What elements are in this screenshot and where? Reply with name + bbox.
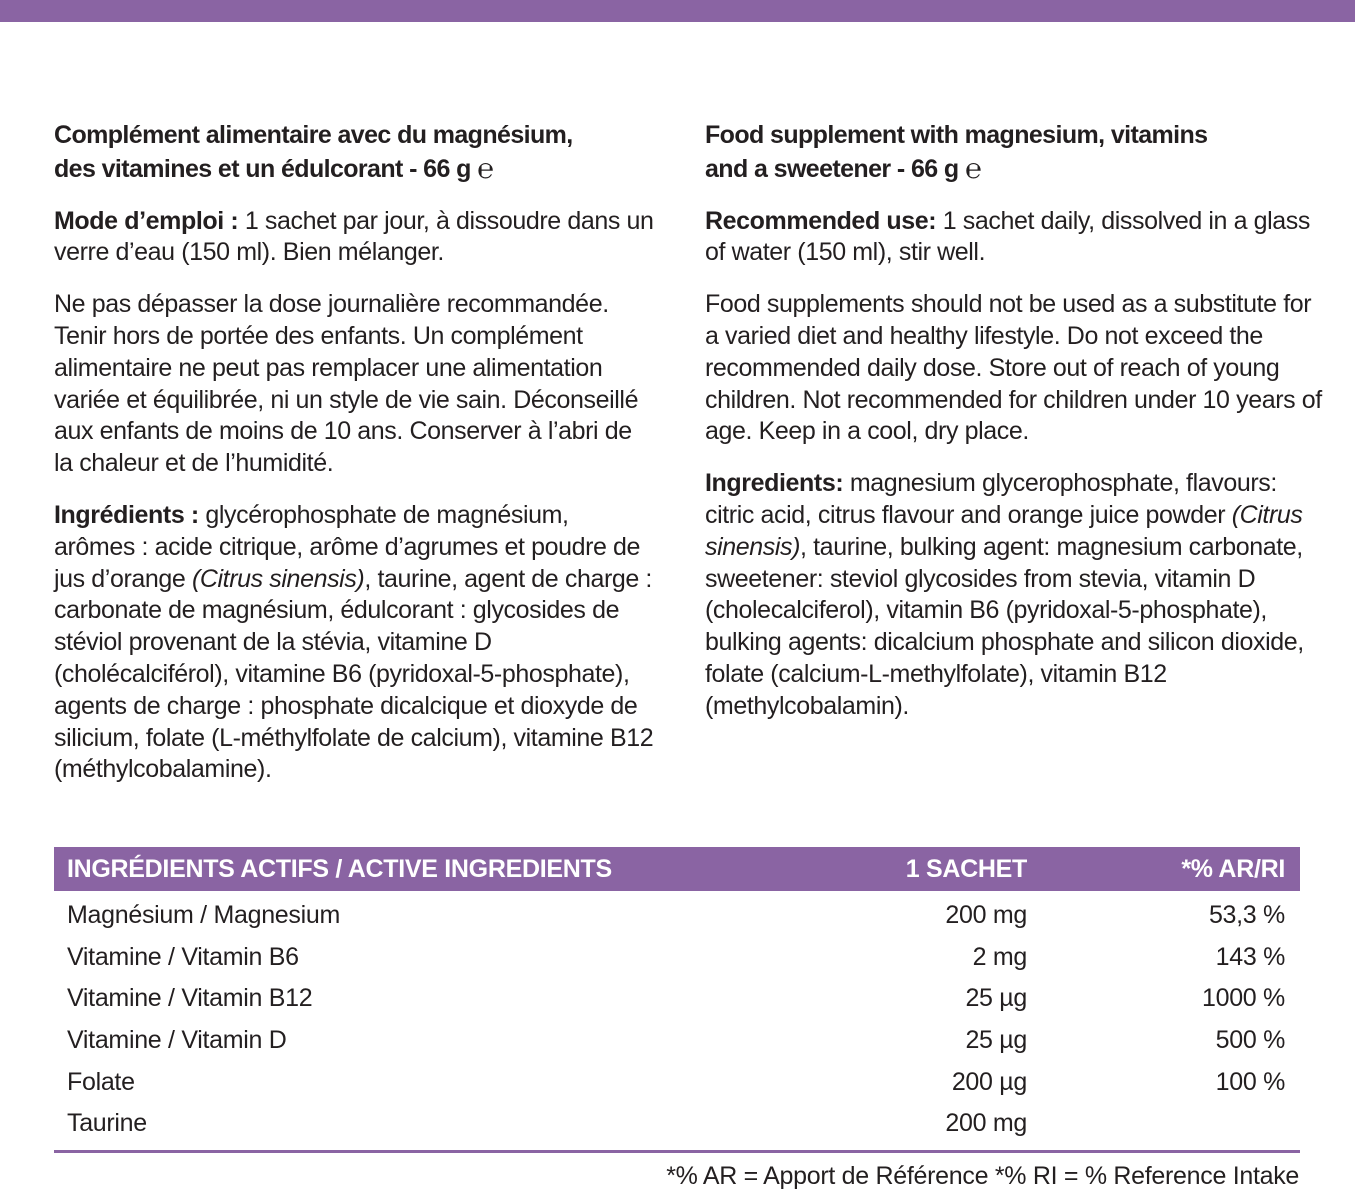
english-ingredients-label: Ingredients: <box>705 469 844 498</box>
french-product-title <box>54 120 654 186</box>
table-row <box>54 977 1300 1019</box>
english-product-title <box>705 120 1325 186</box>
row-ingredient: Magnésium / Magnesium <box>67 901 340 929</box>
french-ingredients <box>54 500 654 786</box>
french-title-line-1: Complément alimentaire avec du magnésium, <box>54 121 573 149</box>
active-ingredients-table <box>54 847 1300 1144</box>
row-reference-intake: 100 % <box>1215 1067 1285 1096</box>
table-row <box>54 936 1300 978</box>
french-ingredients-text-1: glycérophosphate de magnésium, arômes : acide citrique, arôme d’agrumes et poudre de jus d’orange <box>54 500 641 593</box>
reference-intake-footnote: *% AR = Apport de Référence *% RI = % Reference Intake <box>666 1162 1299 1190</box>
french-title-line-2: des vitamines et un édulcorant - 66 g <box>54 154 471 183</box>
french-usage-text: 1 sachet par jour, à dissoudre dans un verre d’eau (150 ml). Bien mélanger. <box>54 206 654 267</box>
french-ingredients-text-2: , taurine, agent de charge : carbonate de magnésium, édulcorant : glycosides de stéviol provenant de la stévia, vitamine D (cholécalciférol), vitamine B6 (pyridoxal-5-phosphate), agents de charge : phosphate dicalcique et dioxyde de silicium, folate (L-méthylfolate de calcium), vitamine B12 (méthylcobalamine). <box>54 564 654 784</box>
french-usage-label: Mode d’emploi : <box>54 206 239 235</box>
row-sachet-amount: 25 µg <box>965 984 1027 1013</box>
table-row <box>54 1102 1300 1144</box>
english-ingredients-text-2: , taurine, bulking agent: magnesium carbonate, sweetener: steviol glycosides from stevia, vitamin D (cholecalciferol), vitamin B6 (pyridoxal-5-phosphate), bulking agents: dicalcium phosphate and silicon dioxide, folate (calcium-L-methylfolate), vitamin B12 (methylcobalamin). <box>705 532 1304 720</box>
english-warnings: Food supplements should not be used as a substitute for a varied diet and healthy lifestyle. Do not exceed the recommended daily dose. Store out of reach of young children. Not recommended for children under 10 years of age. Keep in a cool, dry place. <box>705 290 1322 446</box>
english-usage-text: 1 sachet daily, dissolved in a glass of water (150 ml), stir well. <box>705 206 1311 267</box>
estimated-sign-icon: ℮ <box>477 151 494 185</box>
row-sachet-amount: 2 mg <box>972 942 1027 971</box>
table-row <box>54 1061 1300 1103</box>
french-warnings: Ne pas dépasser la dose journalière recommandée. Tenir hors de portée des enfants. Un complément alimentaire ne peut pas remplacer une alimentation variée et équilibrée, ni un style de vie sain. Déconseillé aux enfants de moins de 10 ans. Conserver à l’abri de la chaleur et de l’humidité. <box>54 290 639 478</box>
table-bottom-rule <box>54 1150 1300 1153</box>
table-row <box>54 1019 1300 1061</box>
row-sachet-amount: 200 mg <box>945 1109 1027 1138</box>
estimated-sign-icon: ℮ <box>964 151 982 185</box>
top-accent-bar <box>0 0 1355 22</box>
english-title-line-2: and a sweetener - 66 g <box>705 154 959 183</box>
header-ingredient: INGRÉDIENTS ACTIFS / ACTIVE INGREDIENTS <box>67 855 612 883</box>
row-ingredient: Vitamine / Vitamin B6 <box>67 942 299 971</box>
french-ingredients-latin: (Citrus sinensis) <box>191 564 365 593</box>
row-ingredient: Folate <box>67 1067 135 1096</box>
row-ingredient: Vitamine / Vitamin D <box>67 1026 287 1055</box>
french-usage <box>54 206 654 270</box>
row-sachet-amount: 200 µg <box>951 1067 1027 1096</box>
english-usage-label: Recommended use: <box>705 206 937 235</box>
row-sachet-amount: 200 mg <box>945 901 1027 929</box>
row-ingredient: Vitamine / Vitamin B12 <box>67 984 313 1013</box>
row-sachet-amount: 25 µg <box>965 1026 1027 1055</box>
row-reference-intake: 143 % <box>1215 942 1285 971</box>
english-column <box>705 120 1325 743</box>
row-ingredient: Taurine <box>67 1109 147 1138</box>
row-reference-intake: 1000 % <box>1202 984 1285 1013</box>
english-ingredients-latin: (Citrus sinensis) <box>705 500 1303 561</box>
header-reference-intake: *% AR/RI <box>1181 855 1285 883</box>
row-reference-intake: 53,3 % <box>1208 901 1285 929</box>
table-header <box>54 847 1300 891</box>
table-row <box>54 894 1300 936</box>
row-reference-intake: 500 % <box>1215 1026 1285 1055</box>
table-body <box>54 891 1300 1144</box>
english-ingredients <box>705 468 1325 722</box>
french-ingredients-label: Ingrédients : <box>54 500 199 529</box>
english-ingredients-text-1: magnesium glycerophosphate, flavours: citric acid, citrus flavour and orange juice powder <box>705 469 1277 529</box>
english-title-line-1: Food supplement with magnesium, vitamins <box>705 121 1208 149</box>
french-column <box>54 120 654 806</box>
header-sachet: 1 SACHET <box>905 855 1027 883</box>
english-usage <box>705 206 1325 270</box>
